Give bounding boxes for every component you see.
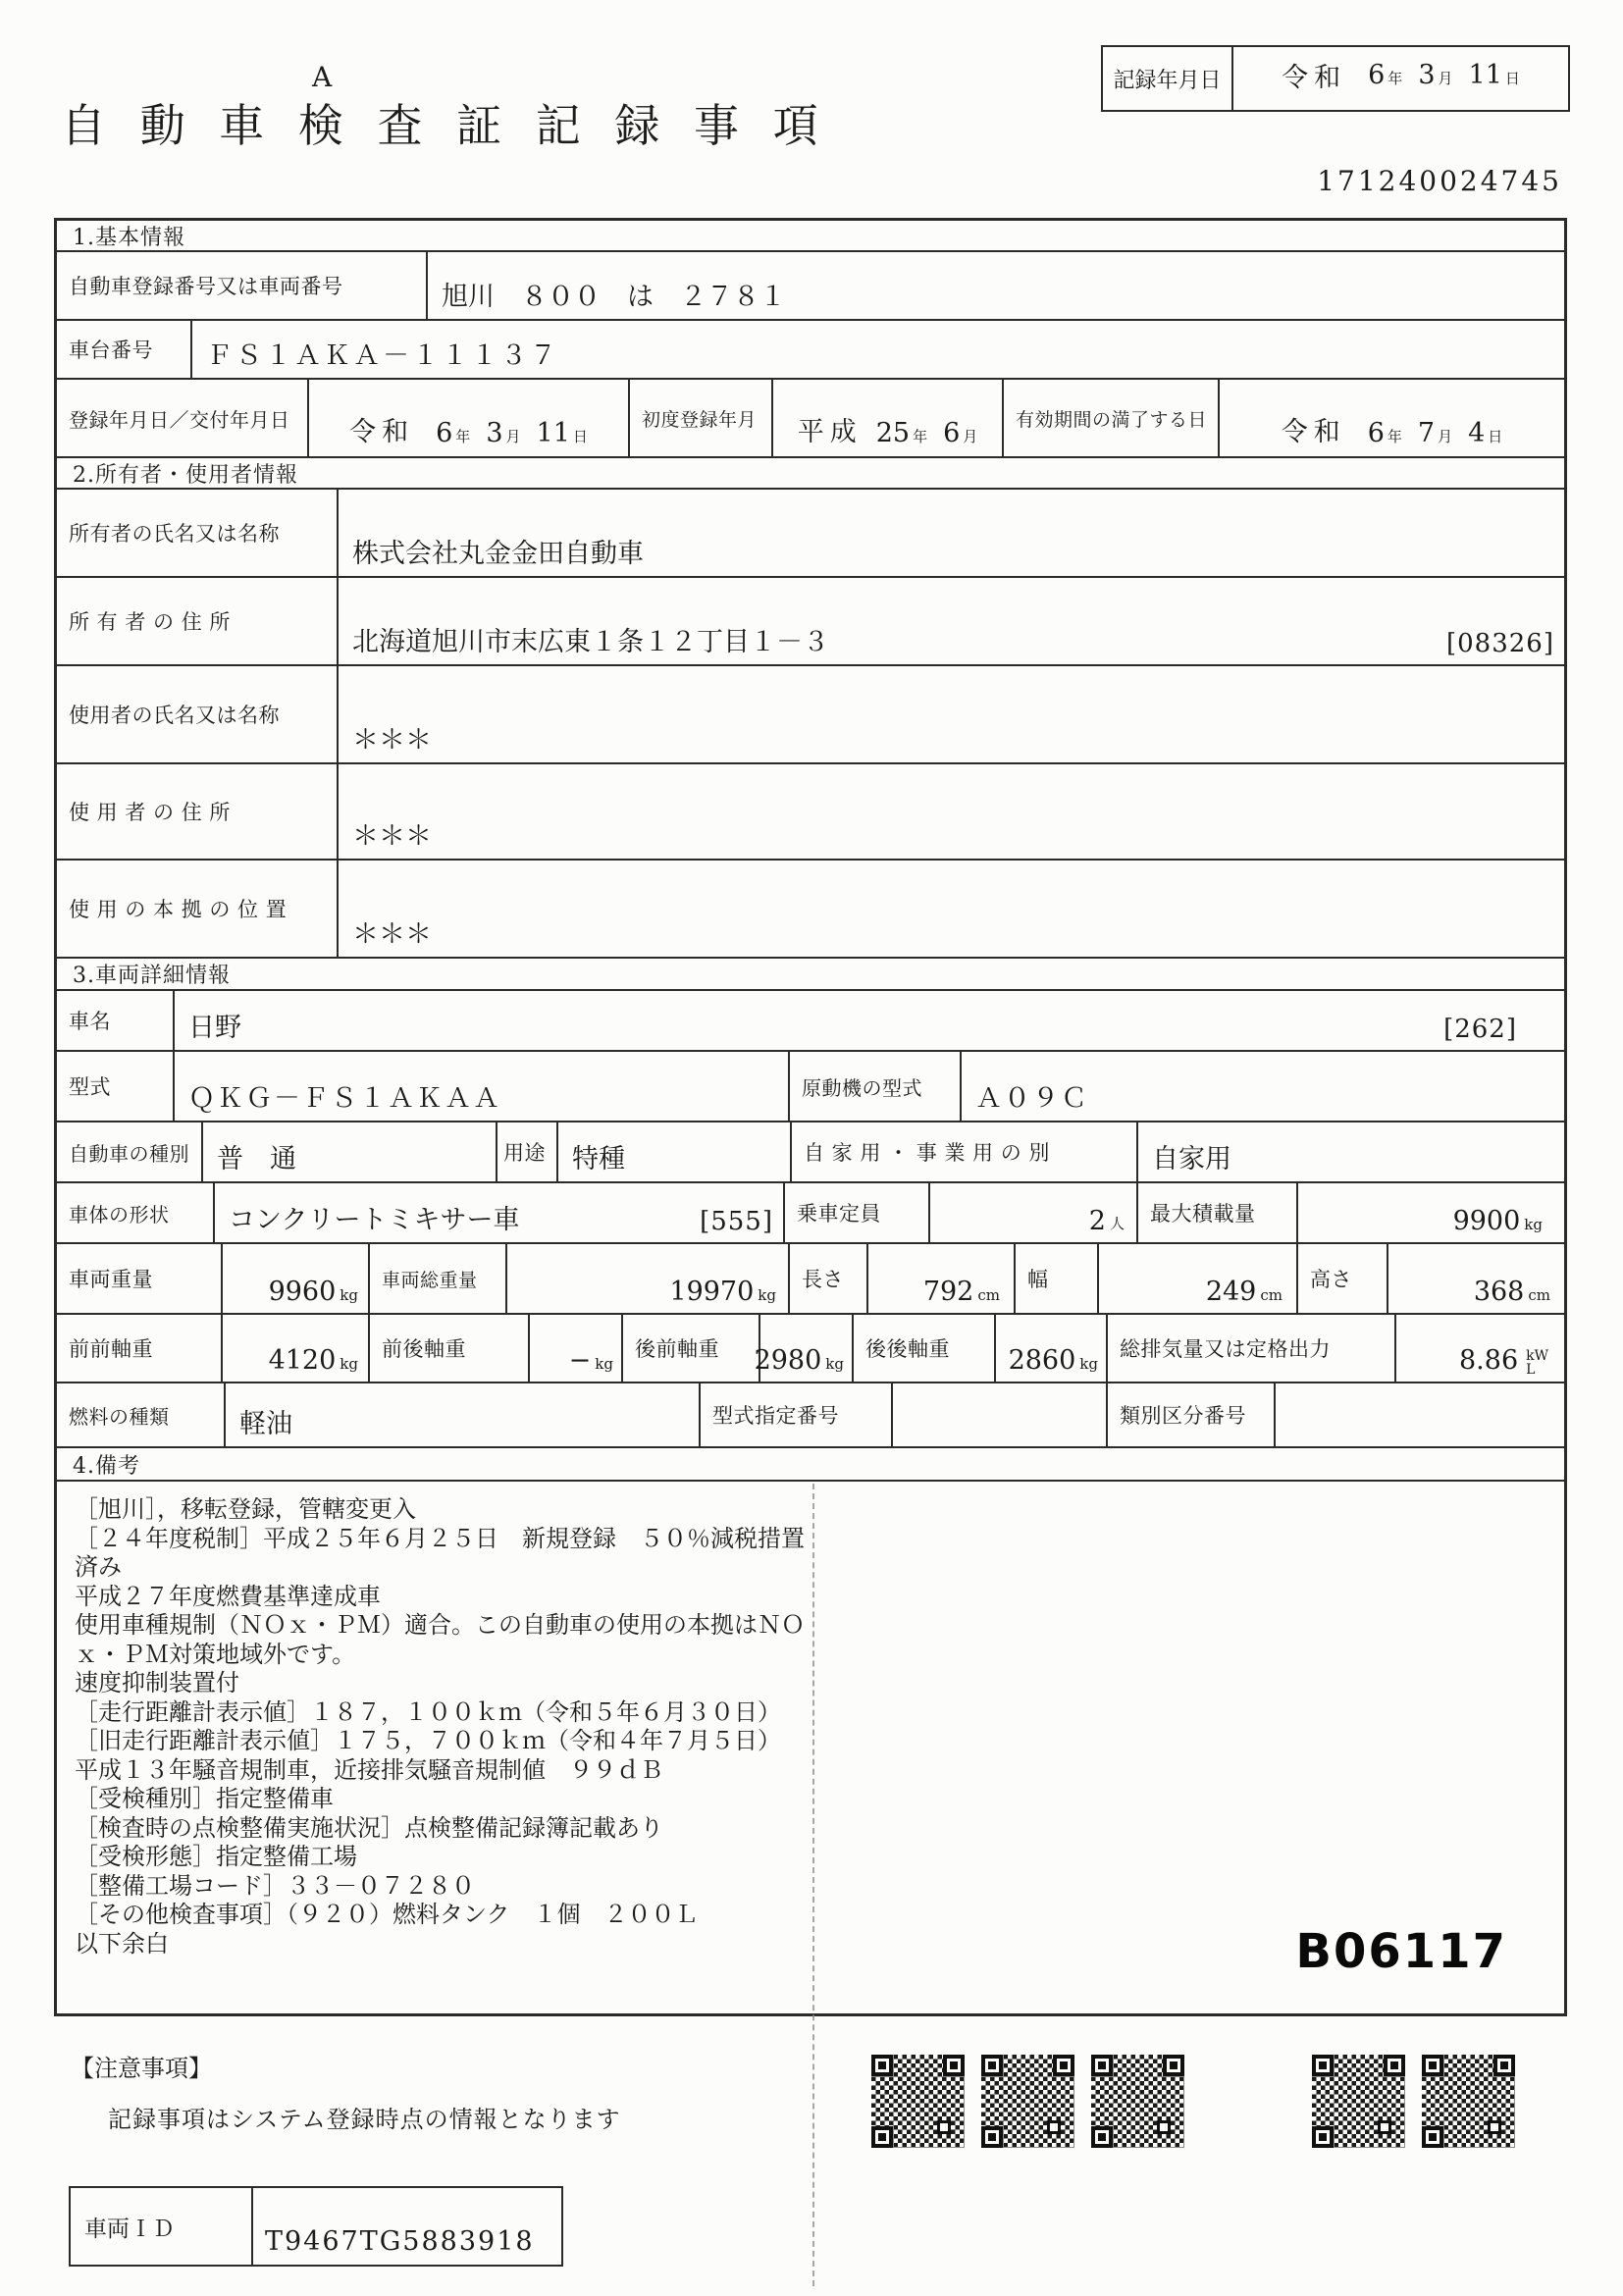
weight-dimensions-row <box>57 1244 1564 1315</box>
section-vehicle-heading: 3.車両詳細情報 <box>57 959 1564 991</box>
class-number-value <box>1274 1383 1564 1446</box>
weight-label: 車両重量 <box>69 1268 153 1291</box>
remark-line: ［受検種別］指定整備車 <box>75 1785 334 1812</box>
remarks-row <box>57 1482 1564 2013</box>
remark-line: ［その他検査事項］（９２０）燃料タンク １個 ２００Ｌ <box>75 1901 699 1928</box>
remarks-content <box>57 1482 1564 2013</box>
registration-date-label: 登録年月日／交付年月日 <box>69 407 290 432</box>
vehicle-kind-value: 普 通 <box>201 1122 496 1181</box>
remark-line: ［整備工場コード］３３－０７２８０ <box>75 1871 475 1900</box>
vehicle-id-value: T9467TG5883918 <box>265 2226 535 2257</box>
axle-front-rear-label: 前後軸重 <box>368 1315 528 1382</box>
base-location-value: ＊＊＊ <box>337 861 1564 957</box>
car-name-value: 日野 [262] <box>173 991 1564 1050</box>
section-remarks-heading: 4.備考 <box>57 1448 1564 1482</box>
user-name-row <box>57 666 1564 764</box>
expiry-date-label: 有効期間の満了する日 <box>1002 380 1218 456</box>
qr-code-icon <box>1312 2055 1405 2148</box>
registration-number-row <box>57 252 1564 321</box>
recorded-date-box <box>1101 45 1570 112</box>
dates-row <box>57 380 1564 458</box>
owner-name-row <box>57 490 1564 578</box>
remark-line: ［旧走行距離計表示値］１７５，７００ｋｍ（令和４年７月５日） <box>75 1727 781 1754</box>
private-business-value: 自家用 <box>1136 1122 1564 1181</box>
remark-line: ［２４年度税制］平成２５年６月２５日 新規登録 ５０％減税措置 <box>75 1524 805 1552</box>
remark-line: 平成２７年度燃費基準達成車 <box>75 1582 381 1610</box>
body-shape-label: 車体の形状 <box>69 1202 170 1226</box>
axle-weight-row <box>57 1315 1564 1383</box>
capacity-label: 乗車定員 <box>783 1183 928 1242</box>
body-shape-code: [555] <box>700 1207 773 1236</box>
user-address-row <box>57 764 1564 861</box>
recorded-date-value: 令和 6 年 3 月 11 日 <box>1233 47 1568 110</box>
class-number-label: 類別区分番号 <box>1106 1383 1274 1446</box>
length-label: 長さ <box>788 1244 866 1313</box>
type-certification-label: 型式指定番号 <box>699 1383 891 1446</box>
registration-number-value: 旭川 ８００ は ２７８１ <box>426 252 1564 319</box>
max-load-value: 9900 kg <box>1296 1183 1564 1242</box>
qr-code-icon <box>1091 2055 1184 2148</box>
width-label: 幅 <box>1014 1244 1097 1313</box>
remark-line: 使用車種規制（ＮＯｘ・ＰＭ）適合。この自動車の使用の本拠はＮＯ <box>75 1611 805 1639</box>
body-shape-row <box>57 1183 1564 1244</box>
remark-line: 済み <box>75 1553 122 1581</box>
remark-line: ［検査時の点検整備実施状況］点検整備記録簿記載あり <box>75 1813 663 1842</box>
dotted-fold-line <box>812 1484 814 2286</box>
owner-address-label: 所 有 者 の 住 所 <box>69 610 231 634</box>
remark-line: ［受検形態］指定整備工場 <box>75 1843 357 1870</box>
registration-date-value: 令和 6 年 3 月 11 日 <box>307 380 628 456</box>
type-certification-value <box>891 1383 1106 1446</box>
registration-number-label: 自動車登録番号又は車両番号 <box>69 275 343 298</box>
length-value: 792 cm <box>866 1244 1014 1313</box>
axle-rear-rear-label: 後後軸重 <box>852 1315 994 1382</box>
remark-line: 平成１３年騒音規制車，近接排気騒音規制値 ９９ｄＢ <box>75 1755 663 1784</box>
document-number: 171240024745 <box>1317 165 1562 197</box>
owner-name-value: 株式会社丸金金田自動車 <box>337 490 1564 576</box>
fuel-row <box>57 1383 1564 1448</box>
expiry-date-value: 令和 6 年 7 月 4 日 <box>1218 380 1564 456</box>
remark-line: 以下余白 <box>75 1929 169 1957</box>
height-value: 368 cm <box>1387 1244 1564 1313</box>
user-name-label: 使用者の氏名又は名称 <box>69 704 280 727</box>
car-name-label: 車名 <box>69 1010 111 1033</box>
axle-rear-rear-value: 2860 kg <box>994 1315 1106 1382</box>
chassis-number-row <box>57 321 1564 380</box>
model-label: 型式 <box>69 1075 111 1099</box>
model-row <box>57 1052 1564 1122</box>
qr-code-icon <box>871 2055 965 2148</box>
owner-address-value: 北海道旭川市末広東１条１２丁目１－３ [08326] <box>337 578 1564 664</box>
owner-name-label: 所有者の氏名又は名称 <box>69 522 280 546</box>
axle-front-front-value: 4120 kg <box>221 1315 368 1382</box>
certificate-table <box>54 218 1567 2016</box>
owner-address-row <box>57 578 1564 666</box>
axle-rear-front-label: 後前軸重 <box>621 1315 759 1382</box>
vehicle-kind-label: 自動車の種別 <box>69 1141 189 1166</box>
height-label: 高さ <box>1296 1244 1387 1313</box>
axle-front-rear-value: − kg <box>528 1315 621 1382</box>
car-name-code: [262] <box>1443 1015 1517 1044</box>
owner-address-code: [08326] <box>1446 629 1554 658</box>
form-stamp-code: B06117 <box>1295 1923 1507 1979</box>
chassis-number-value: ＦＳ１ＡＫＡ－１１１３７ <box>190 321 1564 378</box>
car-name-row <box>57 991 1564 1052</box>
gross-weight-value: 19970 kg <box>505 1244 788 1313</box>
recorded-date-label: 記録年月日 <box>1103 47 1233 110</box>
remark-line: ［走行距離計表示値］１８７，１００ｋｍ（令和５年６月３０日） <box>75 1697 781 1726</box>
body-shape-value: コンクリートミキサー車 [555] <box>213 1183 783 1242</box>
era: 令和 <box>1282 62 1347 93</box>
kind-use-row <box>57 1122 1564 1183</box>
remark-line: 速度抑制装置付 <box>75 1669 239 1696</box>
engine-model-label: 原動機の型式 <box>788 1052 960 1121</box>
fuel-type-label: 燃料の種類 <box>69 1404 170 1429</box>
capacity-value: 2 人 <box>928 1183 1136 1242</box>
vehicle-id-label: 車両ＩＤ <box>71 2188 253 2265</box>
notice-text: 記録事項はシステム登録時点の情報となります <box>108 2106 621 2133</box>
base-location-row <box>57 861 1564 959</box>
section-basic-heading: 1.基本情報 <box>57 221 1564 252</box>
vehicle-id-box <box>69 2186 563 2267</box>
page-title: 自 動 車 検 査 証 記 録 事 項 <box>61 99 828 152</box>
max-load-label: 最大積載量 <box>1136 1183 1296 1242</box>
displacement-label: 総排気量又は定格出力 <box>1106 1315 1394 1382</box>
axle-front-front-label: 前前軸重 <box>69 1337 153 1361</box>
private-business-label: 自 家 用 ・ 事 業 用 の 別 <box>790 1122 1136 1181</box>
engine-model-value: Ａ０９Ｃ <box>960 1052 1564 1121</box>
base-location-label: 使 用 の 本 拠 の 位 置 <box>69 898 288 921</box>
first-registration-value: 平成 25 年 6 月 <box>771 380 1002 456</box>
qr-code-icon <box>981 2055 1074 2148</box>
gross-weight-label: 車両総重量 <box>368 1244 505 1313</box>
user-address-label: 使 用 者 の 住 所 <box>69 801 231 824</box>
model-value: ＱＫＧ－ＦＳ１ＡＫＡＡ <box>173 1052 788 1121</box>
chassis-number-label: 車台番号 <box>69 339 153 362</box>
fuel-type-value: 軽油 <box>224 1383 699 1446</box>
remark-line: ｘ・ＰＭ対策地域外です。 <box>75 1640 356 1668</box>
axle-rear-front-value: 2980 kg <box>759 1315 852 1382</box>
page-marker: A <box>312 61 335 93</box>
notice-heading: 【注意事項】 <box>71 2055 212 2082</box>
section-owner-heading: 2.所有者・使用者情報 <box>57 458 1564 490</box>
use-value: 特種 <box>556 1122 790 1181</box>
weight-value: 9960 kg <box>221 1244 368 1313</box>
remark-line: ［旭川］，移転登録，管轄変更入 <box>75 1495 416 1523</box>
kw-per-liter-unit: kW L <box>1526 1347 1548 1379</box>
user-address-value: ＊＊＊ <box>337 764 1564 859</box>
user-name-value: ＊＊＊ <box>337 666 1564 762</box>
displacement-value: 8.86 kW L <box>1394 1315 1564 1382</box>
qr-code-icon <box>1422 2055 1515 2148</box>
first-registration-label: 初度登録年月 <box>628 380 771 456</box>
width-value: 249 cm <box>1097 1244 1296 1313</box>
use-label: 用途 <box>496 1122 556 1181</box>
